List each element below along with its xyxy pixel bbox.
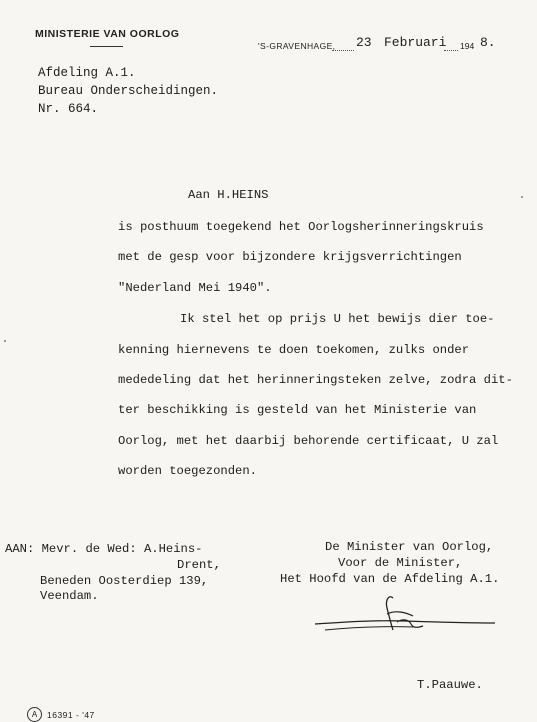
signature-line: De Minister van Oorlog, [325,540,494,554]
date-day: 23 [356,35,372,50]
date-year-digit: 8. [480,35,496,50]
signature-line: Voor de Minister, [338,556,463,570]
body-line: Oorlog, met het daarbij behorende certificaat, U zal [118,434,499,448]
signatory-name: T.Paauwe. [417,678,483,692]
reference-bureau: Bureau Onderscheidingen. [38,84,219,98]
body-line: worden toegezonden. [118,464,257,478]
reference-department: Afdeling A.1. [38,66,136,80]
address-line: Beneden Oosterdiep 139, [40,574,209,588]
body-line: met de gesp voor bijzondere krijgsverrichtingen [118,250,462,264]
scan-speck [521,196,523,198]
ministry-header: MINISTERIE VAN OORLOG [35,28,180,40]
date-dots-1 [332,41,354,51]
handwritten-signature [305,590,505,650]
body-line: Ik stel het op prijs U het bewijs dier toe- [180,312,495,326]
scan-speck [4,340,6,342]
body-line: ter beschikking is gesteld van het Ministerie van [118,403,477,417]
place-label: 'S-GRAVENHAGE, [258,41,336,51]
form-code: 16391 - '47 [47,710,95,720]
reference-number: Nr. 664. [38,102,99,116]
recipient-line: Aan H.HEINS [188,188,269,202]
address-line: Veendam. [40,589,99,603]
body-line: mededeling dat het herinneringsteken zelve, zodra dit- [118,373,513,387]
body-line: kenning hiernevens te doen toekomen, zulks onder [118,343,470,357]
date-month: Februari [384,35,447,50]
date-dots-2 [444,41,458,51]
form-mark-symbol: A [27,707,42,722]
address-line: Drent, [177,558,221,572]
address-line: AAN: Mevr. de Wed: A.Heins- [5,542,203,556]
body-line: "Nederland Mei 1940". [118,281,272,295]
body-line: is posthuum toegekend het Oorlogsherinneringskruis [118,220,484,234]
signature-line: Het Hoofd van de Afdeling A.1. [280,572,500,586]
date-year-prefix: 194 [460,41,475,51]
header-rule [90,46,123,47]
